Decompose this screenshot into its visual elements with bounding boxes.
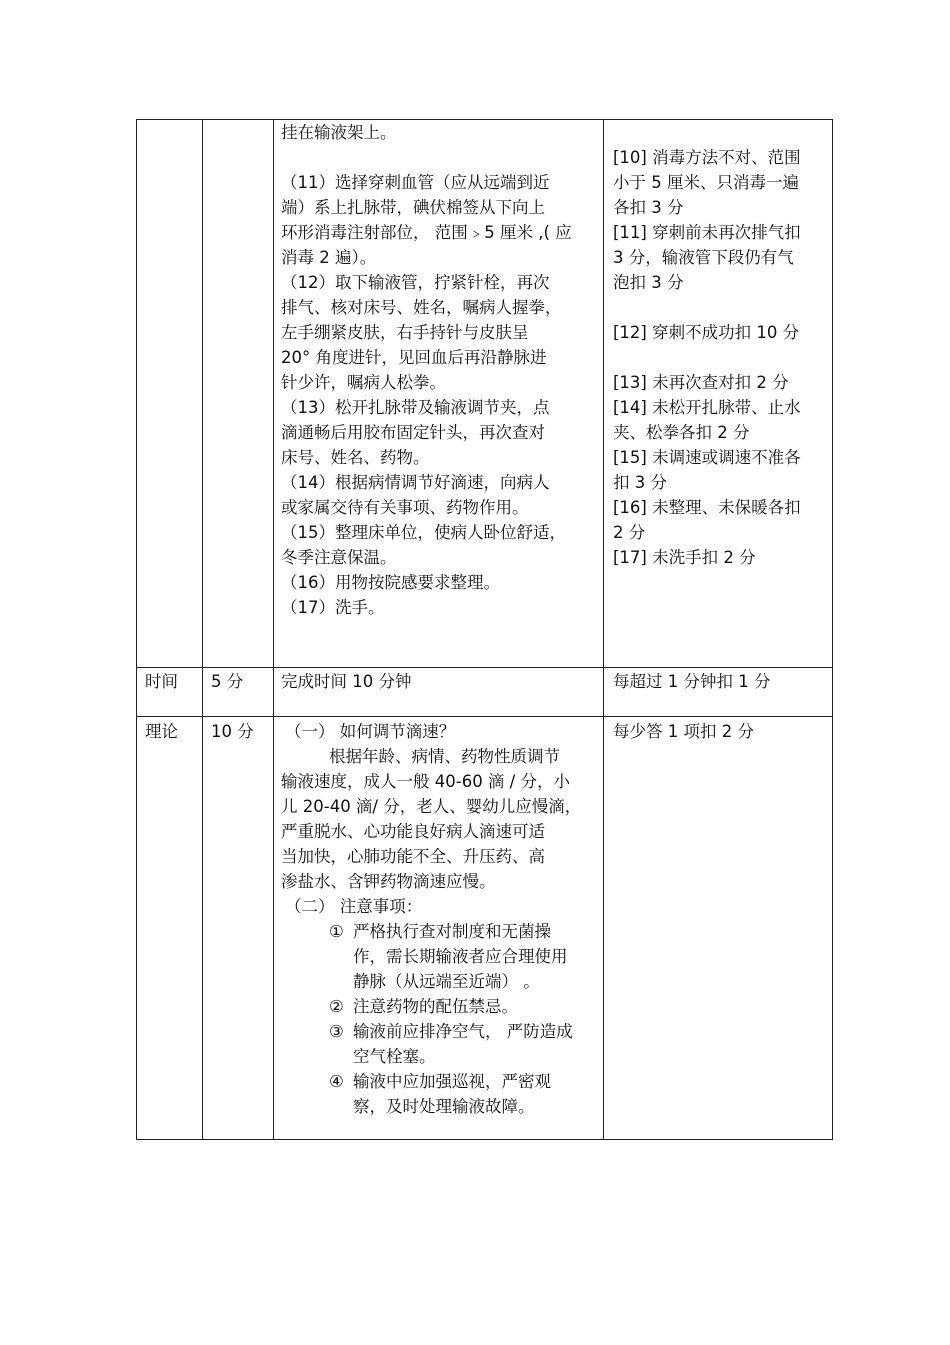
deductions-cell <box>613 120 831 570</box>
note-item <box>281 994 601 1019</box>
step-line: （14）根据病情调节好滴速，向病人 <box>281 473 550 492</box>
step-line: 或家属交待有关事项、药物作用。 <box>281 498 529 517</box>
step-line: （11）选择穿刺血管（应从远端到近 <box>281 173 550 192</box>
row-divider <box>137 716 833 717</box>
note-line: 察，及时处理输液故障。 <box>353 1097 535 1116</box>
step-line: （13）松开扎脉带及输液调节夹，点 <box>281 398 550 417</box>
theory-item: 理论 <box>145 722 178 741</box>
item-number: ③ <box>329 1022 344 1041</box>
theory-deduction: 每少答 1 项扣 2 分 <box>613 722 754 741</box>
time-deduction: 每超过 1 分钟扣 1 分 <box>613 672 771 691</box>
note-line: 严格执行查对制度和无菌操 <box>353 922 551 941</box>
note-item <box>281 1019 601 1069</box>
steps-cell <box>281 120 601 620</box>
blank-line <box>613 345 831 370</box>
step-line: 20° 角度进针，见回血后再沿静脉进 <box>281 348 547 367</box>
time-score-cell <box>211 669 271 694</box>
step-line: 排气、核对床号、姓名，嘱病人握拳， <box>281 298 562 317</box>
step-line: 环形消毒注射部位， 范围﹥5 厘米 ,( 应 <box>281 223 572 242</box>
item-number: ② <box>329 997 344 1016</box>
deduction-line: 3 分，输液管下段仍有气 <box>613 248 794 267</box>
step-line: 挂在输液架上。 <box>281 123 397 142</box>
deduction-line: [10] 消毒方法不对、范围 <box>613 148 801 167</box>
deduction-line: 夹、松拳各扣 2 分 <box>613 423 750 442</box>
answer-line: 儿 20-40 滴/ 分，老人、婴幼儿应慢滴， <box>281 797 582 816</box>
blank-line <box>613 295 831 320</box>
deduction-line: 各扣 3 分 <box>613 198 684 217</box>
step-line: 床号、姓名、药物。 <box>281 448 430 467</box>
step-line: （16）用物按院感要求整理。 <box>281 573 500 592</box>
scoring-table <box>136 119 833 1140</box>
question-1-heading: （一） 如何调节滴速？ <box>285 722 456 741</box>
answer-line: 渗盐水、含钾药物滴速应慢。 <box>281 872 496 891</box>
time-content-cell <box>281 669 601 694</box>
item-number: ① <box>329 922 344 941</box>
deduction-line: [11] 穿刺前未再次排气扣 <box>613 223 801 242</box>
theory-deduction-cell <box>613 719 831 744</box>
row-divider <box>137 667 833 668</box>
column-divider <box>273 120 274 1140</box>
time-content: 完成时间 10 分钟 <box>281 672 412 691</box>
answer-line: 严重脱水、心功能良好病人滴速可适 <box>281 822 545 841</box>
step-line: （17）洗手。 <box>281 598 385 617</box>
note-line: 输液中应加强巡视，严密观 <box>353 1072 551 1091</box>
column-divider <box>603 120 604 1140</box>
deduction-line: [14] 未松开扎脉带、止水 <box>613 398 801 417</box>
step-line: 消毒 2 遍）。 <box>281 248 377 267</box>
theory-item-cell <box>145 719 201 744</box>
deduction-line: 泡扣 3 分 <box>613 273 684 292</box>
deduction-line: [15] 未调速或调速不准各 <box>613 448 801 467</box>
deduction-line: 2 分 <box>613 523 646 542</box>
note-line: 作，需长期输液者应合理使用 <box>353 947 568 966</box>
time-score: 5 分 <box>211 672 244 691</box>
step-line: 滴通畅后用胶布固定针头，再次查对 <box>281 423 545 442</box>
deduction-line: 扣 3 分 <box>613 473 667 492</box>
deduction-line: [16] 未整理、未保暖各扣 <box>613 498 801 517</box>
question-2-heading: （二） 注意事项： <box>285 897 423 916</box>
note-line: 输液前应排净空气， 严防造成 <box>353 1022 573 1041</box>
table-border-bottom <box>136 1139 833 1140</box>
answer-line: 当加快，心肺功能不全、升压药、高 <box>281 847 545 866</box>
item-number: ④ <box>329 1072 344 1091</box>
step-line: 端）系上扎脉带，碘伏棉签从下向上 <box>281 198 545 217</box>
theory-content-cell <box>281 719 601 1119</box>
time-item: 时间 <box>145 672 178 691</box>
theory-score-cell <box>211 719 271 744</box>
answer-line: 根据年龄、病情、药物性质调节 <box>329 747 560 766</box>
note-item <box>281 1069 601 1119</box>
blank-line <box>613 120 831 145</box>
step-line: 左手绷紧皮肤，右手持针与皮肤呈 <box>281 323 529 342</box>
step-line: （12）取下输液管，拧紧针栓，再次 <box>281 273 550 292</box>
blank-line <box>281 145 601 170</box>
answer-line: 输液速度，成人一般 40-60 滴 / 分，小 <box>281 772 570 791</box>
step-line: 针少许，嘱病人松拳。 <box>281 373 446 392</box>
note-line: 静脉（从远端至近端） 。 <box>353 972 540 991</box>
note-item <box>281 919 601 994</box>
step-line: 冬季注意保温。 <box>281 548 397 567</box>
table-border-right <box>832 119 833 1140</box>
deduction-line: [13] 未再次查对扣 2 分 <box>613 373 789 392</box>
note-line: 空气栓塞。 <box>353 1047 436 1066</box>
time-item-cell <box>145 669 201 694</box>
deduction-line: 小于 5 厘米、只消毒一遍 <box>613 173 799 192</box>
note-line: 注意药物的配伍禁忌。 <box>353 997 518 1016</box>
step-line: （15）整理床单位，使病人卧位舒适， <box>281 523 566 542</box>
deduction-line: [17] 未洗手扣 2 分 <box>613 548 756 567</box>
theory-score: 10 分 <box>211 722 254 741</box>
time-deduction-cell <box>613 669 831 694</box>
column-divider <box>202 120 203 1140</box>
deduction-line: [12] 穿刺不成功扣 10 分 <box>613 323 800 342</box>
